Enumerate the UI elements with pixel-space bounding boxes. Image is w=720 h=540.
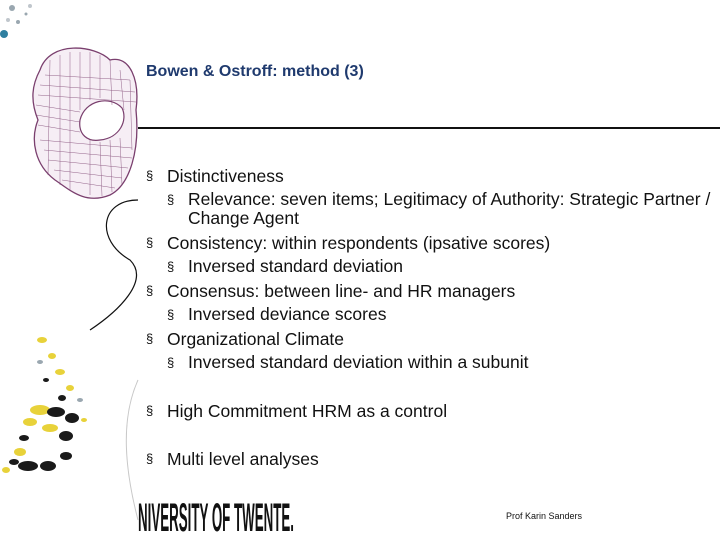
bullet-item	[146, 164, 716, 188]
curve-line-decoration	[90, 200, 138, 330]
university-logo	[138, 495, 298, 537]
bullet-marker-icon: §	[146, 283, 154, 298]
bullet-item	[146, 231, 716, 255]
bullet-item	[146, 399, 716, 423]
bullet-text: Consistency: within respondents (ipsative scores)	[167, 233, 551, 253]
bullet-marker-icon: §	[146, 235, 154, 250]
sub-bullet-text: Relevance: seven items; Legitimacy of Authority: Strategic Partner / Change Agent	[188, 189, 711, 228]
bullet-marker-icon: §	[167, 307, 175, 322]
top-dots-decoration	[0, 4, 32, 38]
footer-author: Prof Karin Sanders	[506, 511, 583, 521]
bullet-text: High Commitment HRM as a control	[167, 401, 448, 421]
slide-title: Bowen & Ostroff: method (3)	[146, 63, 364, 80]
bullet-text: Distinctiveness	[167, 166, 284, 186]
bullet-marker-icon: §	[167, 192, 175, 207]
sub-bullet-item	[167, 351, 716, 375]
sub-bullet-text: Inversed deviance scores	[188, 304, 387, 324]
sub-bullet-item	[167, 188, 716, 231]
bullet-marker-icon: §	[167, 259, 175, 274]
bullet-text: Consensus: between line- and HR managers	[167, 281, 516, 301]
sub-bullet-text: Inversed standard deviation	[188, 256, 403, 276]
bullet-marker-icon: §	[146, 451, 154, 466]
sub-bullet-item	[167, 255, 716, 279]
bullet-list	[146, 164, 716, 471]
scatter-blobs-decoration	[2, 337, 87, 473]
university-logo-text: NIVERSITY OF TWENTE.	[138, 496, 294, 537]
sub-bullet-text: Inversed standard deviation within a subunit	[188, 352, 529, 372]
sub-bullet-item	[167, 303, 716, 327]
mesh-blob-decoration	[33, 48, 137, 198]
bullet-marker-icon: §	[167, 355, 175, 370]
bullet-marker-icon: §	[146, 168, 154, 183]
decorative-artwork	[0, 0, 140, 540]
bullet-marker-icon: §	[146, 331, 154, 346]
bullet-item	[146, 447, 716, 471]
bullet-text: Multi level analyses	[167, 449, 319, 469]
title-divider	[138, 127, 720, 129]
bullet-item	[146, 279, 716, 303]
bullet-marker-icon: §	[146, 403, 154, 418]
bullet-item	[146, 327, 716, 351]
bullet-text: Organizational Climate	[167, 329, 345, 349]
